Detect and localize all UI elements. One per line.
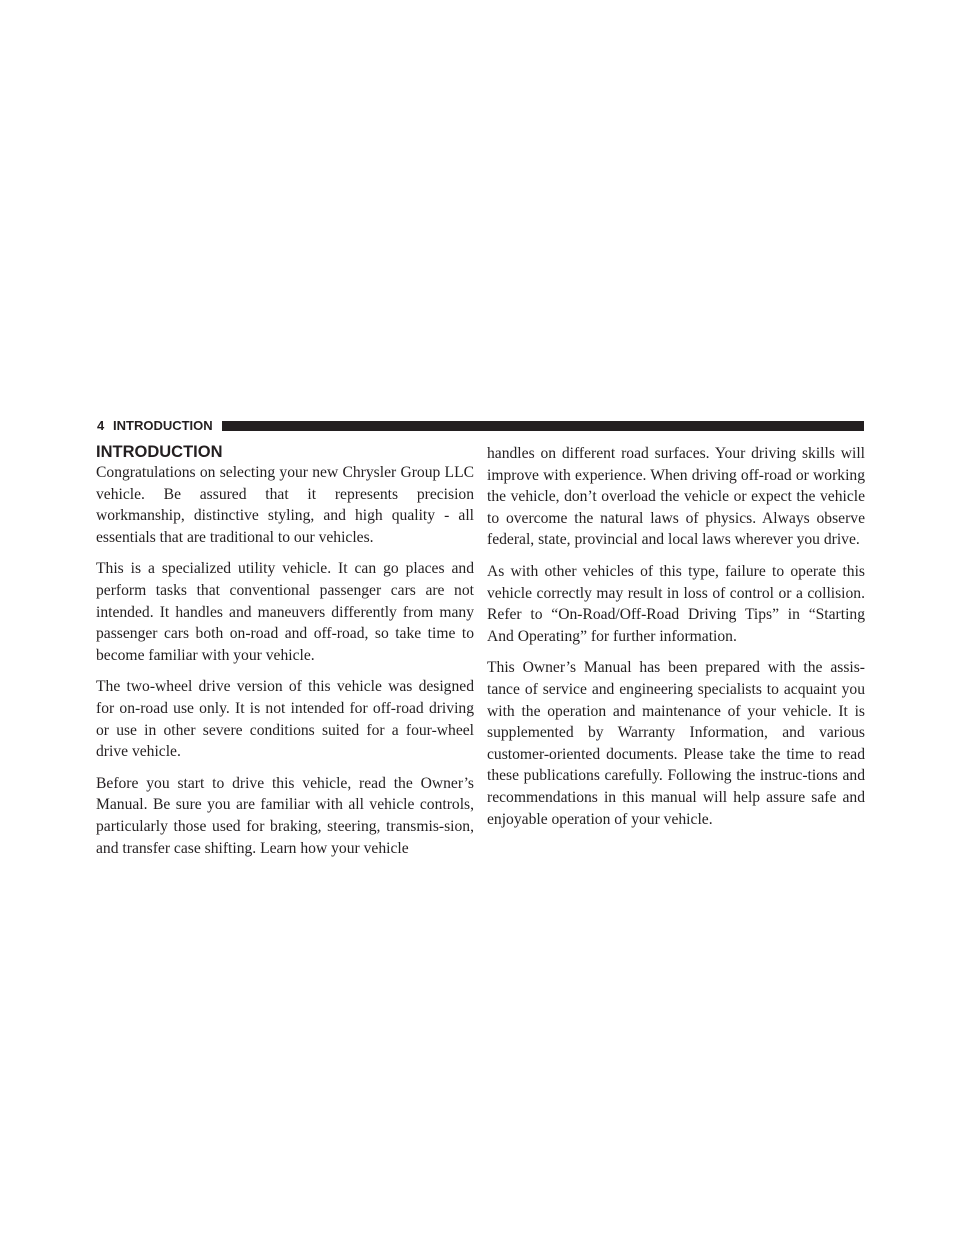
page-number: 4 — [97, 418, 105, 433]
paragraph-owners-manual: This Owner’s Manual has been prepared with the assis-tance of service and engineering specialists to acquaint you with the operation and maintenance of your vehicle. It is supplemented by Warranty Information, and various customer-oriented documents. Please take the time to read these publications carefully. Following the instruc-tions and recommendations in this manual will help assure safe and enjoyable operation of your vehicle. — [487, 659, 865, 828]
paragraph-failure-to-operate: As with other vehicles of this type, failure to operate this vehicle correctly may result in loss of control or a collision. Refer to “On-Road/Off-Road Driving Tips” in “Starting And Operating” for further information. — [487, 562, 865, 645]
running-header-section: INTRODUCTION — [113, 418, 213, 433]
paragraph-before-you-start: Before you start to drive this vehicle, read the Owner’s Manual. Be sure you are familiar with all vehicle controls, particularly those used for braking, steering, transmis-sion, and transfer case shifting. Learn how your vehicle — [96, 774, 474, 857]
paragraph-two-wheel-drive: The two-wheel drive version of this vehicle was designed for on-road use only. It is not intended for off-road driving or use in other severe conditions suited for a four-wheel drive vehicle. — [96, 678, 474, 761]
left-column — [96, 441, 474, 869]
right-column — [487, 443, 865, 840]
paragraph-utility-vehicle: This is a specialized utility vehicle. It can go places and perform tasks that conventional passenger cars are not intended. It handles and maneuvers differently from many passenger cars both on-road and off-road, so take time to become familiar with your vehicle. — [96, 560, 474, 664]
paragraph-road-surfaces: handles on different road surfaces. Your driving skills will improve with experience. When driving off-road or working the vehicle, don’t overload the vehicle or expect the vehicle to overcome the natural laws of physics. Always observe federal, state, provincial and local laws wherever you drive. — [487, 445, 865, 549]
paragraph-congratulations: Congratulations on selecting your new Chrysler Group LLC vehicle. Be assured that it represents precision workmanship, distinctive styling, and high quality - all essentials that are traditional to our vehicles. — [96, 464, 474, 546]
header-rule — [222, 421, 864, 431]
section-heading: INTRODUCTION — [96, 443, 223, 461]
